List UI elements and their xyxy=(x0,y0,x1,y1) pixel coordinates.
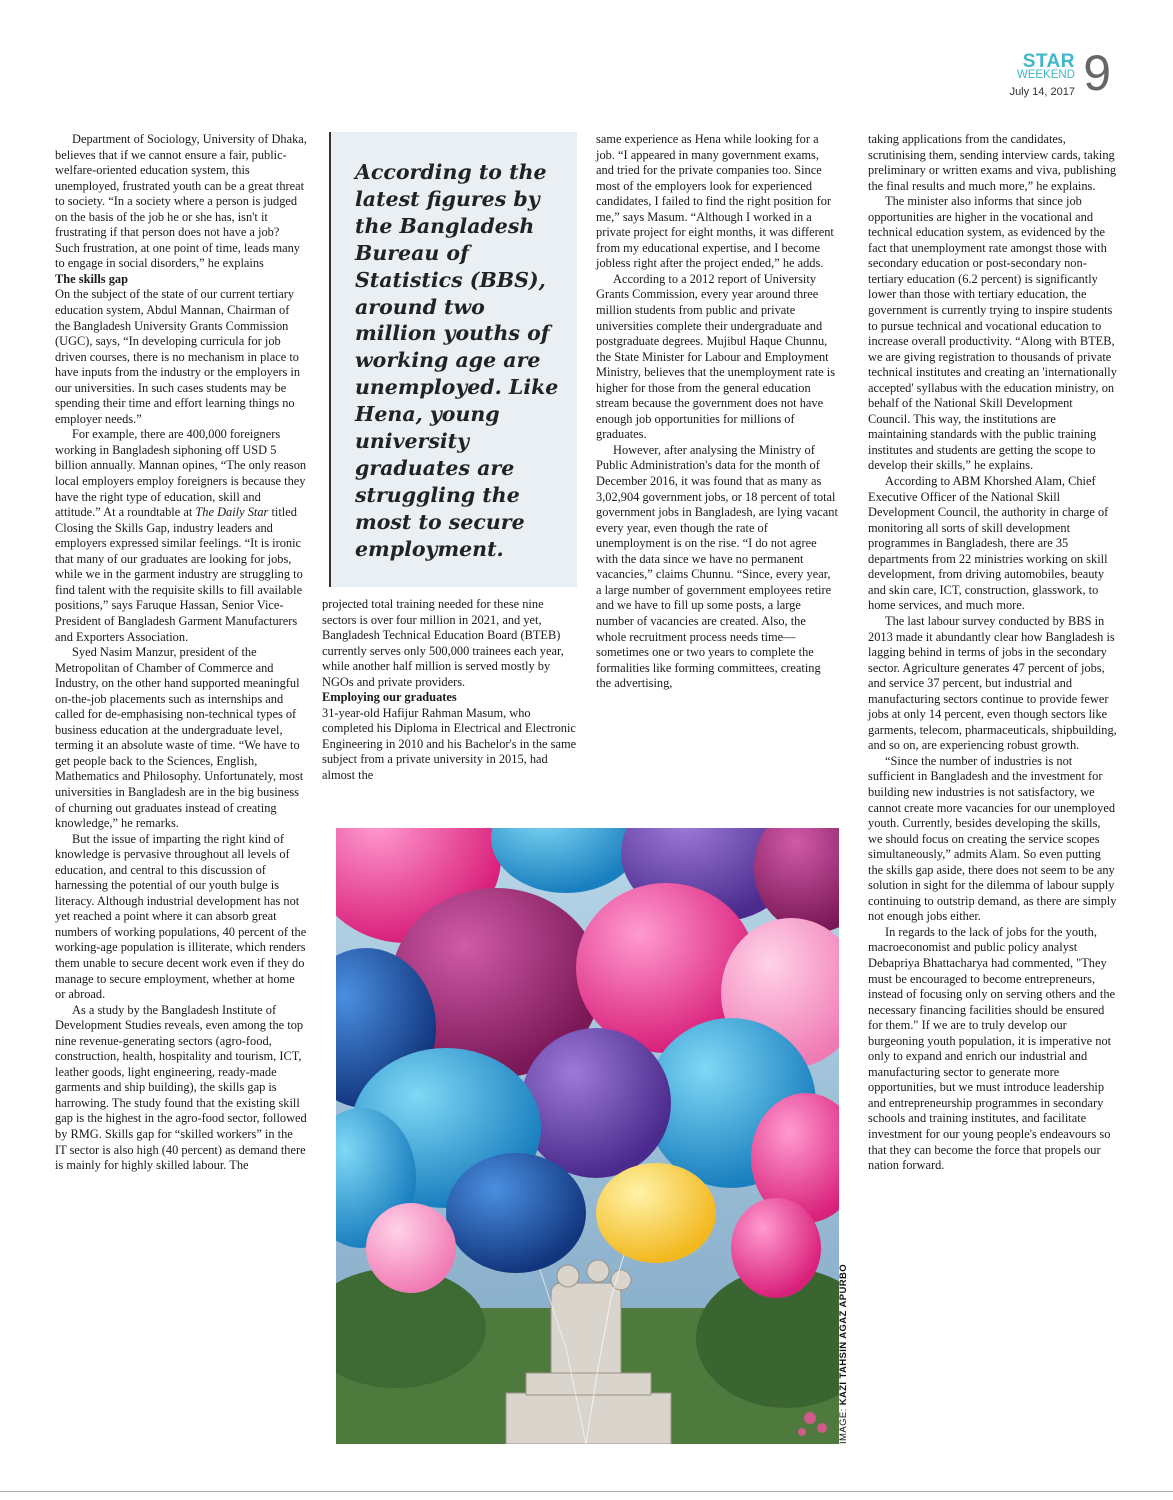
paragraph: same experience as Hena while looking for a job. “I appeared in many government exams, and tried for the private companies too. Since most of the employers look for experienced candidates, I failed to find the right position for me,” says Masum. “Although I worked in a private project for eight months, it was different from my educational expertise, and I become jobless right after the project ended,” he adds. xyxy=(596,132,834,271)
paragraph: In regards to the lack of jobs for the youth, macroeconomist and public policy analyst Debapriya Bhattacharya had commented, "They must be encouraged to become entrepreneurs, instead of focusing only on serving others and the necessary financing facilities should be ensured for them." If we are to truly develop our burgeoning youth population, it is imperative not only to expand and enrich our industrial and manufacturing sector to generate more opportunities, but we must introduce leadership and entrepreneurship programmes in secondary schools and training institutes, and facilitate investment for our young people's endeavours so that they can become the force that propels our nation forward. xyxy=(868,924,1116,1173)
paragraph: As a study by the Bangladesh Institute of Development Studies reveals, even among the top nine revenue-generating sectors (agro-food, construction, health, hospitality and tourism, ICT, leather goods, light engineering, ready-made garments and ship building), the skills gap is harrowing. The study found that the existing skill gap is the highest in the agro-food sector, followed by RMG. Skills gap for “skilled workers” in the IT sector is also high (40 percent) as demand there is mainly for highly skilled labour. The xyxy=(55,1002,307,1173)
paragraph: “Since the number of industries is not sufficient in Bangladesh and the investment for building new industries is not satisfactory, we cannot create more vacancies for our unemployed youth. Currently, besides developing the skills, we should focus on creating the service scopes simultaneously,” admits Alam. So even putting the skills gap aside, there does not seem to be any solution in sight for the dilemma of labour supply continuing to outstrip demand, as there are simply not enough jobs either. xyxy=(868,753,1117,924)
balloons-illustration xyxy=(336,828,839,1444)
column-1 xyxy=(55,132,307,1174)
yellow-balloon xyxy=(596,1163,716,1263)
light-pink-balloon xyxy=(366,1203,456,1293)
text-run: titled Closing the Skills Gap, industry leaders and employers expressed similar feelings. “It is ironic that many of our graduates are looking for jobs, while we in the garment industry are struggling to find talent with the requisite skills to fill available positions,” says Faruque Hassan, Senior Vice-President of Bangladesh Garment Manufacturers and Exporters Association. xyxy=(55,505,303,644)
photo-credit xyxy=(838,1264,849,1444)
paragraph: According to ABM Khorshed Alam, Chief Executive Officer of the National Skill Development Council, the authority in charge of monitoring all sorts of skill development programmes in Bangladesh, there are 35 departments from 22 ministries working on skill development, from driving automobiles, beauty and skin care, ICT, construction, glasswork, to home services, and much more. xyxy=(868,474,1109,613)
brand-star: STAR xyxy=(1022,51,1075,72)
column-3 xyxy=(596,132,838,692)
bottom-rule xyxy=(0,1491,1173,1492)
purple-balloon xyxy=(521,1028,671,1178)
paragraph: Syed Nasim Manzur, president of the Metropolitan of Chamber of Commerce and Industry, on the other hand supported meaningful on-the-job placements such as internships and called for de-emphasising non-technical types of business education at the undergraduate level, terming it an absolute waste of time. “We have to get people back to the Sciences, English, Mathematics and Philosophy. Unfortunately, most universities in Bangladesh are in the big business of churning out graduates instead of creating knowledge,” he remarks. xyxy=(55,645,304,831)
dark-blue-balloon xyxy=(446,1153,586,1273)
text-run: For example, there are 400,000 foreigners working in Bangladesh siphoning off USD 5 billion annually. Mannan opines, “The only reason local employers employ foreigners is because they have the right type of education, skill and attitude.” At a roundtable at xyxy=(55,427,307,520)
paragraph: 31-year-old Hafijur Rahman Masum, who completed his Diploma in Electrical and Electronic Engineering in 2010 and his Bachelor's in the same subject from a private university in 2015, had almost the xyxy=(322,705,577,783)
page-number: 9 xyxy=(1083,45,1111,101)
subhead-skills-gap: The skills gap xyxy=(55,271,128,286)
paragraph: taking applications from the candidates, scrutinising them, sending interview cards, taking preliminary or written exams and viva, publishing the final results and much more,” he explains. xyxy=(868,132,1117,193)
pull-quote-box xyxy=(329,132,577,587)
credit-name: KAZI TAHSIN AGAZ APURBO xyxy=(838,1263,849,1406)
column-2 xyxy=(322,597,577,784)
credit-label: IMAGE: xyxy=(838,1408,849,1444)
paragraph: The minister also informs that since job opportunities are higher in the vocational and technical education system, as evidenced by the fact that unemployment rate amongst those with secondary education or post-secondary non-tertiary education (6.2 percent) is significantly lower than those with tertiary education, the government is currently trying to inspire students to pursue technical and vocational education to increase overall productivity. “Along with BTEB, we are giving registration to thousands of private technical institutes and creating an 'internationally accepted' syllabus with the education ministry, on behalf of the National Skill Development Council. This way, the institutions are maintaining standards with the public training institutes and students are getting the scope to develop their skills,” he explains. xyxy=(868,194,1117,473)
issue-date: July 14, 2017 xyxy=(1009,86,1075,98)
paragraph xyxy=(55,427,307,645)
pull-quote: According to the latest figures by the Bangladesh Bureau of Statistics (BBS), around two million youths of working age are unemployed. Like Hena, young university graduates are struggling the most to secure employment. xyxy=(355,160,559,561)
paragraph: The last labour survey conducted by BBS in 2013 made it abundantly clear how Bangladesh is lagging behind in terms of jobs in the secondary sector. Agriculture generates 47 percent of jobs, and service 37 percent, but industrial and manufacturing sectors continue to provide fewer jobs at only 14 percent, even though sectors like garments, telecom, pharmaceuticals, shipbuilding, and so on, are experiencing robust growth. xyxy=(868,613,1117,753)
column-4 xyxy=(868,132,1118,1174)
paragraph: projected total training needed for these nine sectors is over four million in 2021, and yet, Bangladesh Technical Education Board (BTEB) currently serves only 500,000 trainees each year, while another half million is served mostly by NGOs and private providers. xyxy=(322,597,564,689)
paragraph: Department of Sociology, University of Dhaka, believes that if we cannot ensure a fair, public-welfare-oriented education system, this unemployed, frustrated youth can be a great threat to society. “In a society where a person is judged on the basis of the job he or she has, isn't it frustrating if that person does not have a job? Such frustration, at one point of time, leads many to engage in social disorders,” he explains xyxy=(55,132,307,271)
paragraph: On the subject of the state of our current tertiary education system, Abdul Mannan, Chairman of the Bangladesh University Grants Commission (UGC), says, “In developing curricula for job driven courses, there is no mechanism in place to have inputs from the industry or the employers in our universities. In such cases students may be spending their time and effort learning things no employer needs.” xyxy=(55,287,301,426)
paragraph: According to a 2012 report of University Grants Commission, every year around three million students from public and private universities complete their undergraduate and postgraduate degrees. Mujibul Haque Chunnu, the State Minister for Labour and Employment Ministry, believes that the unemployment rate is higher for those from the general education stream because the government does not have enough job opportunities for millions of graduates. xyxy=(596,271,836,442)
brand-weekend: WEEKEND xyxy=(1016,69,1075,81)
publication-name: The Daily Star xyxy=(195,505,269,520)
paragraph: But the issue of imparting the right kind of knowledge is pervasive throughout all levels of education, and central to this discussion of harnessing the potential of our youth bulge is literacy. Although industrial development has not yet reached a point where it can absorb great numbers of working populations, 40 percent of the working-age population is illiterate, which renders them unable to secure decent work even if they do manage to secure employment, whether at home or abroad. xyxy=(55,831,307,1002)
paragraph: However, after analysing the Ministry of Public Administration's data for the month of December 2016, it was found that as many as 3,02,904 government jobs, or 18 percent of total government jobs in Bangladesh, are lying vacant every year, even though the rate of unemployment is on the rise. “I do not agree with the data since we have no permanent vacancies,” claims Chunnu. “Since, every year, a large number of government employees retire and we have to fill up some posts, a large number of vacancies are created. Also, the whole recruitment process needs time—sometimes one or two years to complete the formalities like forming committees, creating the advertising, xyxy=(596,442,838,691)
subhead-employing-graduates: Employing our graduates xyxy=(322,690,457,705)
pink-balloon xyxy=(731,1198,821,1298)
balloons-photo xyxy=(336,828,839,1444)
